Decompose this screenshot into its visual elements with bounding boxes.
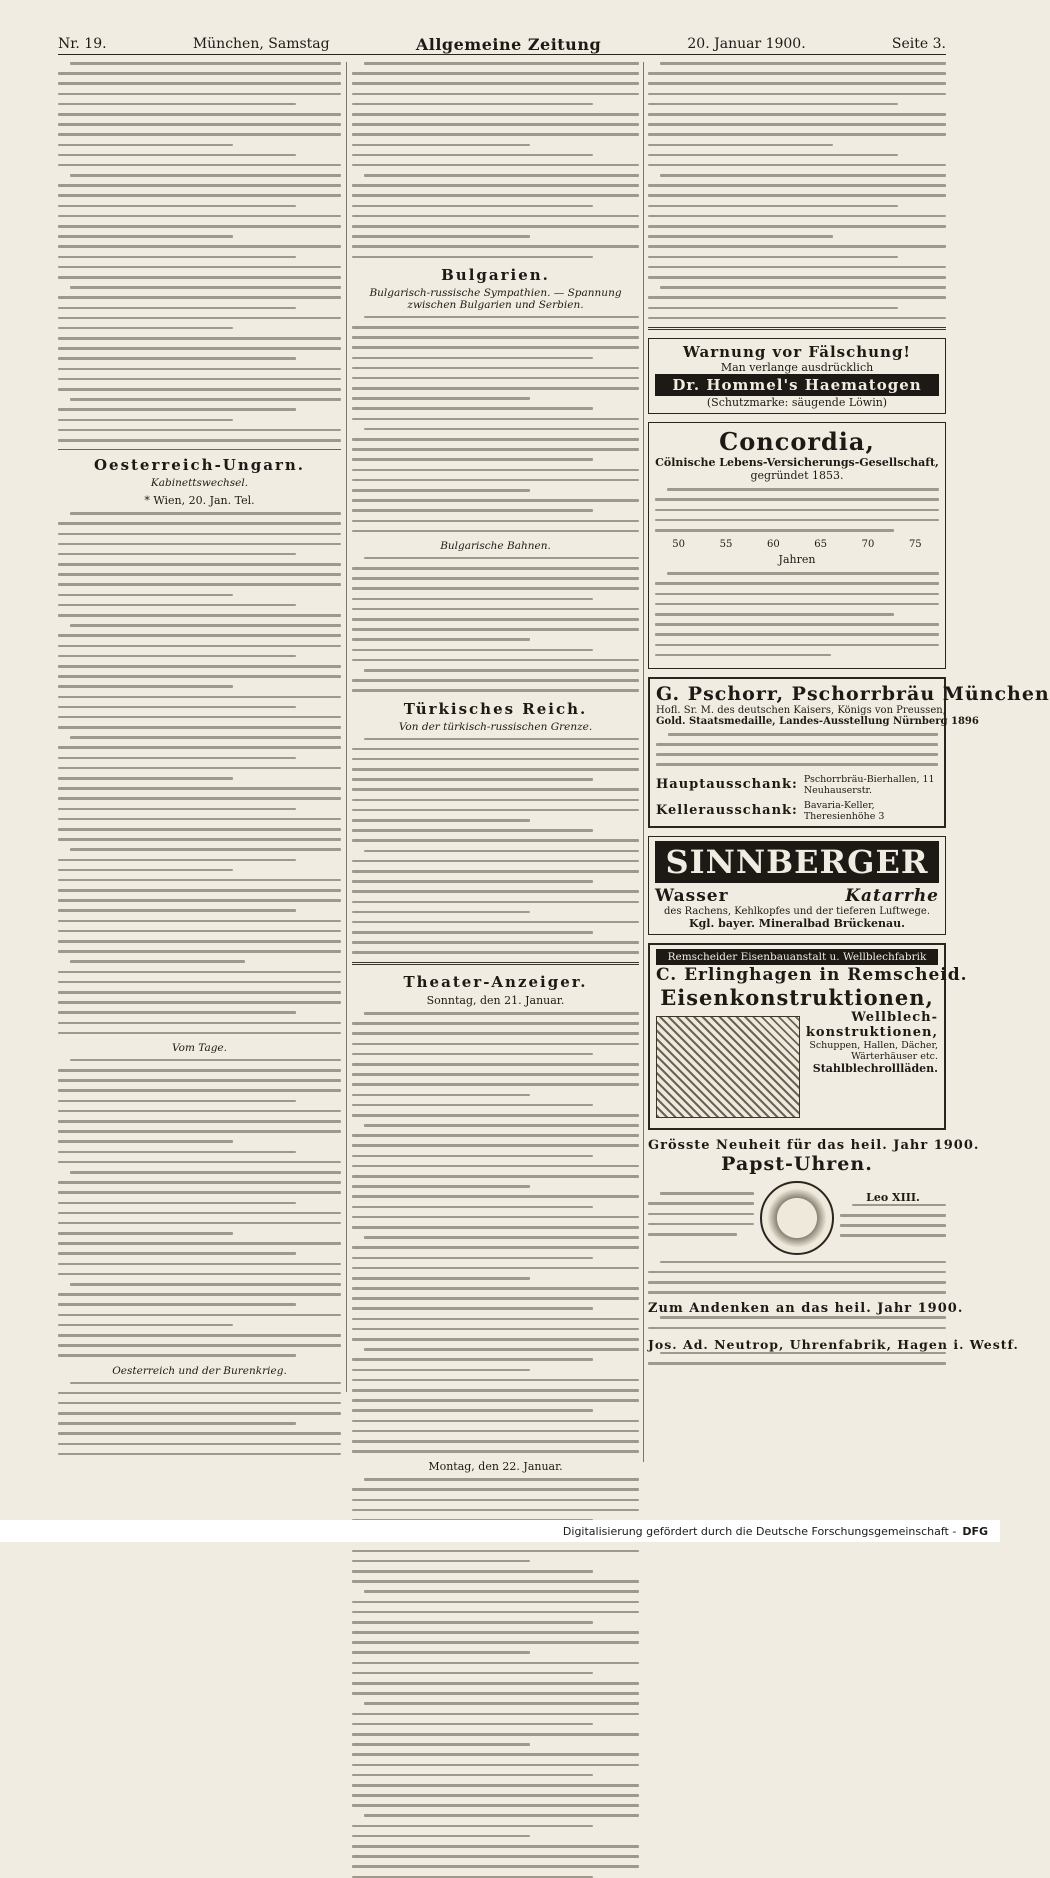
ad-pschorr-haupt-label: Hauptausschank:: [656, 777, 798, 793]
theater-schedule: [648, 62, 946, 319]
issue-number: Nr. 19.: [58, 36, 107, 52]
ad-warning-sub: Man verlange ausdrücklich: [720, 361, 874, 375]
ad-pschorr-medal: Gold. Staatsmedaille, Landes-Ausstellung Nürnberg 1896: [656, 715, 979, 727]
column-rule: [643, 62, 644, 1462]
age-cell: 75: [908, 539, 922, 551]
ad-pschorr-haupt: Pschorrbräu-Bierhallen, 11 Neuhauserstr.: [803, 773, 935, 796]
article-text: [352, 62, 639, 258]
date-monday: Montag, den 22. Januar.: [428, 1460, 563, 1474]
article-text: [352, 557, 639, 692]
subheading-vom-tage: Vom Tage.: [172, 1041, 227, 1054]
ad-papst-uhren: [648, 1137, 1019, 1365]
masthead: [58, 34, 946, 55]
ad-text: [648, 1192, 754, 1243]
hangar-illustration: [656, 1016, 800, 1118]
ad-text: [656, 733, 938, 766]
ad-papst-leo: Leo XIII.: [866, 1190, 920, 1204]
ad-papst-andenken: Zum Andenken an das heil. Jahr 1900.: [648, 1301, 964, 1317]
clock-illustration: [760, 1181, 834, 1255]
date-sunday: Sonntag, den 21. Januar.: [426, 994, 565, 1008]
article-text: [58, 62, 341, 442]
ad-text: [648, 1352, 946, 1365]
theater-listings: [352, 1012, 639, 1453]
ad-erl-well: Wellblech-konstruktionen,: [805, 1009, 938, 1040]
ad-papst-head: Grösste Neuheit für das heil. Jahr 1900.: [648, 1137, 980, 1153]
ad-sinnberger: [648, 836, 946, 935]
ad-pschorr-hof: Hofl. Sr. M. des deutschen Kaisers, Königs von Preussen,: [656, 704, 946, 716]
ad-sinnberger-katarrhe: Katarrhe: [845, 885, 939, 906]
ad-age-row: [655, 539, 939, 550]
heading-austria: Oesterreich-Ungarn.: [93, 456, 306, 475]
ad-warning-title: Warnung vor Fälschung!: [682, 343, 912, 362]
ad-erl-list: Schuppen, Hallen, Dächer, Wärterhäuser etc.: [809, 1039, 938, 1062]
footer-bar: [0, 1520, 1000, 1542]
ad-sinnberger-title: SINNBERGER: [655, 841, 939, 883]
subheading-burenkrieg: Oesterreich und der Burenkrieg.: [112, 1364, 287, 1377]
ad-papst-title: Papst-Uhren.: [721, 1152, 873, 1175]
heading-theater: Theater-Anzeiger.: [403, 973, 588, 992]
ad-text: [648, 1316, 946, 1329]
ad-concordia-title: Concordia,: [719, 427, 875, 457]
heading-tuerkei: Türkisches Reich.: [403, 699, 588, 718]
ad-hommel-name: Dr. Hommel's Haematogen: [655, 374, 939, 396]
ad-sinnberger-bad: Kgl. bayer. Mineralbad Brückenau.: [689, 916, 905, 930]
age-cell: 50: [672, 539, 686, 551]
ad-hommel-mark: (Schutzmarke: säugende Löwin): [706, 396, 888, 410]
ad-concordia: [648, 422, 946, 669]
age-cell: 70: [861, 539, 875, 551]
ad-pschorr-keller-label: Kellerausschank:: [656, 803, 798, 819]
ad-erl-top: Remscheider Eisenbauanstalt u. Wellblechfabrik: [656, 949, 938, 965]
age-cell: 55: [719, 539, 733, 551]
ad-text: [655, 488, 939, 531]
issue-date: 20. Januar 1900.: [687, 36, 806, 52]
subheading-kabinett: Kabinettswechsel.: [150, 477, 249, 490]
ad-pschorr-keller: Bavaria-Keller, Theresienhöhe 3: [803, 799, 885, 822]
article-text: [352, 738, 639, 955]
dateline-wien: * Wien, 20. Jan. Tel.: [144, 494, 255, 508]
age-cell: 65: [814, 539, 828, 551]
ad-text: [840, 1204, 946, 1237]
page-number: Seite 3.: [891, 36, 946, 52]
ad-concordia-year: gegründet 1853.: [750, 469, 844, 483]
subheading-bahnen: Bulgarische Bahnen.: [440, 539, 551, 552]
article-text: [58, 1059, 341, 1357]
subheading-grenze: Von der türkisch-russischen Grenze.: [398, 720, 593, 733]
ad-text: [655, 572, 939, 656]
ad-erlinghagen: [648, 943, 968, 1130]
article-text: [58, 512, 341, 1034]
article-text: [58, 1382, 341, 1456]
dfg-logo: DFG: [962, 1524, 988, 1538]
footer-text: Digitalisierung gefördert durch die Deutsche Forschungsgemeinschaft -: [562, 1524, 957, 1538]
ad-sinnberger-wasser: Wasser: [655, 885, 729, 906]
ad-papst-firm: Jos. Ad. Neutrop, Uhrenfabrik, Hagen i. Westf.: [648, 1336, 1019, 1352]
paper-title: Allgemeine Zeitung: [415, 34, 602, 54]
ad-sinnberger-sub: des Rachens, Kehlkopfes und der tieferen Luftwege.: [664, 905, 930, 917]
subheading-bulgarien: Bulgarisch-russische Sympathien. — Spannung zwischen Bulgarien und Serbien.: [369, 286, 622, 311]
age-cell: 60: [766, 539, 780, 551]
ad-text: [648, 1261, 946, 1294]
article-text: [352, 316, 639, 533]
column-rule: [346, 62, 347, 1392]
ad-pschorr: [648, 677, 1050, 828]
heading-bulgarien: Bulgarien.: [441, 265, 550, 284]
ad-hommel: [648, 338, 946, 414]
column-2: [352, 62, 639, 1474]
ad-erl-stahl: Stahlblechrollläden.: [812, 1061, 938, 1075]
column-1: [58, 62, 341, 1382]
ad-pschorr-title: G. Pschorr, Pschorrbräu München: [656, 682, 1050, 705]
place-day: München, Samstag: [192, 36, 330, 52]
ad-erl-eisen: Eisenkonstruktionen,: [660, 984, 934, 1010]
column-3: [648, 62, 1050, 1462]
ad-erl-name: C. Erlinghagen in Remscheid.: [656, 964, 968, 985]
ad-age-label: Jahren: [778, 553, 816, 567]
ad-concordia-sub: Cölnische Lebens-Versicherungs-Gesellschaft,: [655, 456, 939, 470]
